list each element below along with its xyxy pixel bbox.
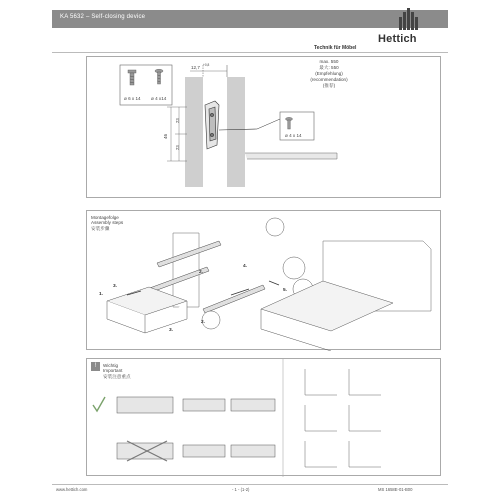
correct-runner-left [117,397,173,413]
brand-name: Hettich [378,33,417,45]
mounting-diagram [87,57,442,199]
detail-circle-1 [266,218,284,236]
cabinet-wall-right [227,77,245,187]
assembly-heading-cn: 安装步骤 [91,225,110,231]
check-icon [93,397,105,411]
dim-top-tolerance: +0,8 [203,63,210,67]
important-heading-cn: 安装注意重点 [103,373,131,379]
dim-23a-label: 23 [175,118,180,123]
footer-url[interactable]: www.hettich.com [56,487,88,492]
screw-c-label: ø 4 x 14 [285,133,302,138]
correct-runner-mid [183,399,225,411]
step-label-2: 2. [199,270,204,275]
wrong-runner-left [117,443,173,459]
header-divider [52,52,448,53]
footer-page: - 1 - (1-2) [232,487,250,492]
assembly-heading-de: Montagefolge [91,215,119,220]
important-heading-en: Important [103,368,123,374]
max-line-2: 最大: 550 [319,65,339,70]
detail-circle-2 [283,257,305,279]
important-heading [103,363,131,379]
cabinet-sketch-4 [349,405,381,431]
important-badge: ! [91,362,100,371]
hettich-logo-icon [395,6,421,32]
cabinet-sketch-6 [349,441,381,467]
wrong-runner-mid [183,445,225,457]
dim-top-label: 12,7 [191,65,200,70]
footer-divider [52,484,448,485]
cabinet-sketch-2 [349,369,381,395]
important-diagram [87,359,442,477]
mounting-section [86,56,441,198]
cabinet-wall-left [185,77,203,187]
step-label-2b: 2. [201,320,206,325]
max-line-4: (recommendation) [310,77,348,82]
assembly-section [86,210,441,350]
brand-subtitle: Technik für Möbel [314,45,357,51]
step-label-1: 1. [99,292,104,297]
max-line-5: (推荐) [322,83,336,88]
cabinet-sketch-3 [305,405,337,431]
step-label-5: 5. [283,288,288,293]
step-label-4: 4. [243,264,248,269]
step-label-3: 3. [169,328,174,333]
dim-23b-label: 23 [175,145,180,150]
screw-b-label: ø 4 x14 [151,96,167,101]
wrong-runner-right [231,445,275,457]
drawer-bottom-panel [245,153,337,159]
runner-lower [203,285,265,313]
screw-a-label: ø 6 x 14 [124,96,141,101]
runner-drawing [205,101,219,149]
important-section [86,358,441,476]
max-line-3: (Empfehlung) [315,71,343,76]
assembly-diagram [87,211,442,351]
step-label-3b: 3. [113,284,118,289]
assembly-heading [91,215,123,231]
document-title: KA 5632 – Self-closing device [60,14,146,20]
max-line-1: max. 550 [319,59,339,64]
cabinet-sketch-5 [305,441,337,467]
dim-46-label: 46 [163,133,168,139]
title-bar [52,10,448,28]
assembly-heading-en: Assembly steps [91,220,124,226]
important-heading-de: Wichtig [103,363,119,368]
cabinet-sketch-1 [305,369,337,395]
correct-runner-right [231,399,275,411]
footer-doc-id: MS 1658E-01-B00 [378,487,413,492]
